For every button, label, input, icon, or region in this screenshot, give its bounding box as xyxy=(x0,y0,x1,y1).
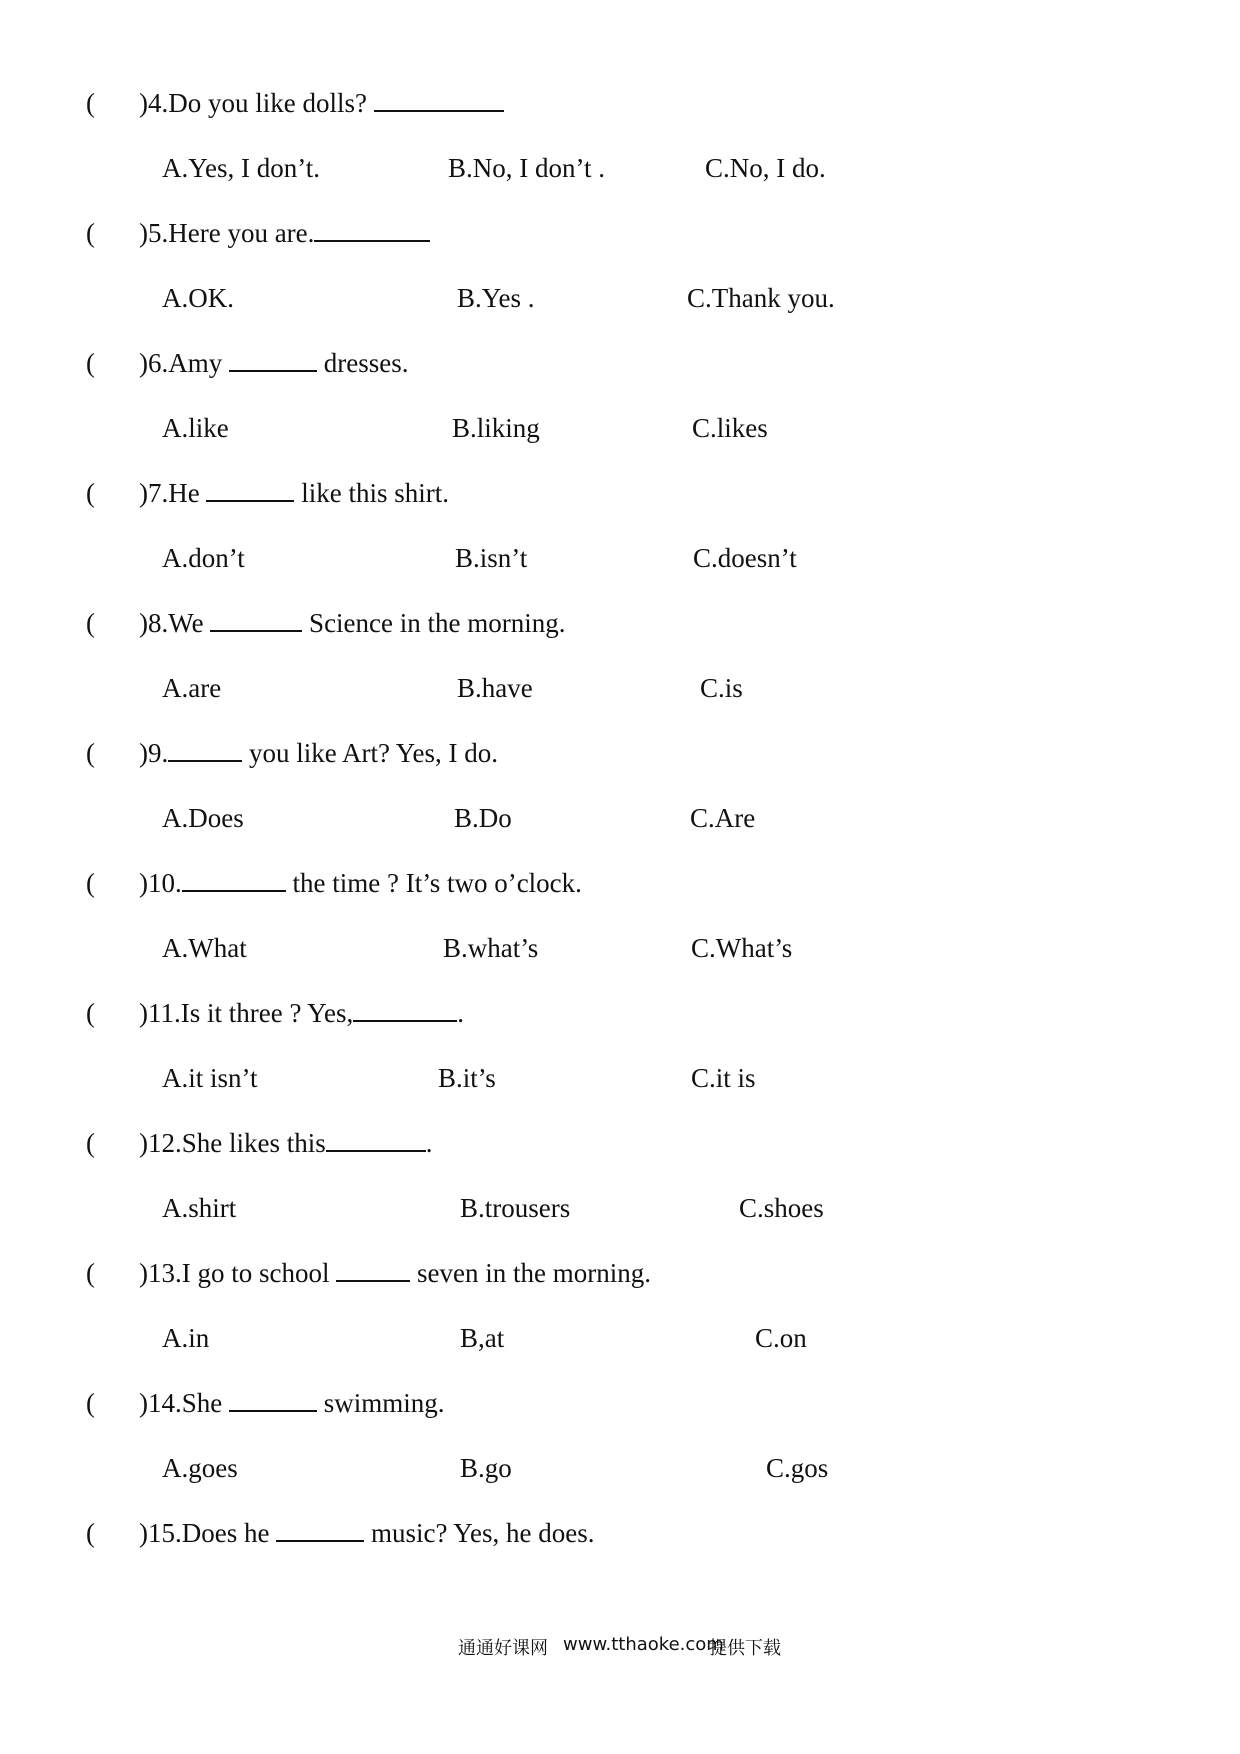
question-stem-start: )12.She likes this xyxy=(139,1128,326,1158)
option-c[interactable]: C.it is xyxy=(691,1063,756,1093)
answer-blank[interactable] xyxy=(229,1384,317,1412)
options-row xyxy=(0,798,1240,838)
options-row xyxy=(0,408,1240,448)
option-c[interactable]: C.What’s xyxy=(691,933,793,963)
question-stem-start: )13.I go to school xyxy=(139,1258,337,1288)
option-b[interactable]: B.go xyxy=(460,1453,512,1483)
question-text xyxy=(139,83,504,123)
question-text xyxy=(139,1383,445,1423)
question-stem-end: Science in the morning. xyxy=(302,608,566,638)
answer-paren[interactable]: ( xyxy=(86,1388,95,1418)
option-c[interactable]: C.shoes xyxy=(739,1193,824,1223)
question-text xyxy=(139,733,498,773)
options-row xyxy=(0,538,1240,578)
question-stem-start: )15.Does he xyxy=(139,1518,277,1548)
option-a[interactable]: A.don’t xyxy=(162,543,245,573)
answer-blank[interactable] xyxy=(276,1514,364,1542)
option-a[interactable]: A.OK. xyxy=(162,283,234,313)
answer-blank[interactable] xyxy=(374,84,504,112)
question-stem-end: . xyxy=(457,998,464,1028)
question-text xyxy=(139,863,582,903)
question-row xyxy=(0,1123,1240,1163)
option-c[interactable]: C.is xyxy=(700,673,743,703)
options-row xyxy=(0,668,1240,708)
option-b[interactable]: B.have xyxy=(457,673,533,703)
option-a[interactable]: A.in xyxy=(162,1323,210,1353)
answer-blank[interactable] xyxy=(326,1124,426,1152)
options-row xyxy=(0,148,1240,188)
footer-site-name: 通通好课网 xyxy=(458,1638,548,1659)
option-a[interactable]: A.What xyxy=(162,933,247,963)
option-c[interactable]: C.No, I do. xyxy=(705,153,826,183)
question-text xyxy=(139,473,449,513)
question-row xyxy=(0,863,1240,903)
option-c[interactable]: C.Thank you. xyxy=(687,283,835,313)
question-row xyxy=(0,473,1240,513)
answer-paren[interactable]: ( xyxy=(86,998,95,1028)
option-c[interactable]: C.gos xyxy=(766,1453,829,1483)
answer-blank[interactable] xyxy=(314,214,430,242)
question-stem-start: )9. xyxy=(139,738,169,768)
question-stem-start: )5.Here you are. xyxy=(139,218,315,248)
option-a[interactable]: A.shirt xyxy=(162,1193,237,1223)
question-row xyxy=(0,83,1240,123)
options-row xyxy=(0,278,1240,318)
answer-paren[interactable]: ( xyxy=(86,348,95,378)
option-b[interactable]: B.liking xyxy=(452,413,540,443)
question-text xyxy=(139,213,430,253)
answer-blank[interactable] xyxy=(168,734,242,762)
option-b[interactable]: B.No, I don’t . xyxy=(448,153,606,183)
option-b[interactable]: B.it’s xyxy=(438,1063,496,1093)
question-stem-start: )6.Amy xyxy=(139,348,229,378)
option-b[interactable]: B.Do xyxy=(454,803,512,833)
question-row xyxy=(0,213,1240,253)
answer-blank[interactable] xyxy=(353,994,457,1022)
question-stem-start: )8.We xyxy=(139,608,211,638)
answer-paren[interactable]: ( xyxy=(86,88,95,118)
question-row xyxy=(0,1513,1240,1553)
option-b[interactable]: B.trousers xyxy=(460,1193,571,1223)
question-stem-end: you like Art? Yes, I do. xyxy=(242,738,498,768)
question-row xyxy=(0,603,1240,643)
option-c[interactable]: C.likes xyxy=(692,413,768,443)
answer-blank[interactable] xyxy=(229,344,317,372)
question-stem-end: like this shirt. xyxy=(294,478,449,508)
answer-paren[interactable]: ( xyxy=(86,868,95,898)
answer-paren[interactable]: ( xyxy=(86,608,95,638)
answer-blank[interactable] xyxy=(182,864,286,892)
question-stem-start: )7.He xyxy=(139,478,207,508)
question-text xyxy=(139,343,408,383)
question-stem-end: dresses. xyxy=(317,348,409,378)
footer-url[interactable]: www.tthaoke.com xyxy=(563,1634,724,1655)
answer-paren[interactable]: ( xyxy=(86,1518,95,1548)
option-a[interactable]: A.goes xyxy=(162,1453,238,1483)
question-stem-end: the time ? It’s two o’clock. xyxy=(285,868,582,898)
question-text xyxy=(139,993,464,1033)
question-stem-start: )14.She xyxy=(139,1388,229,1418)
answer-blank[interactable] xyxy=(210,604,302,632)
answer-paren[interactable]: ( xyxy=(86,218,95,248)
question-text xyxy=(139,603,565,643)
option-a[interactable]: A.like xyxy=(162,413,229,443)
question-stem-end: . xyxy=(425,1128,433,1158)
question-stem-start: )11.Is it three ? Yes, xyxy=(139,998,354,1028)
question-row xyxy=(0,733,1240,773)
option-a[interactable]: A.it isn’t xyxy=(162,1063,258,1093)
question-stem-end: swimming. xyxy=(317,1388,445,1418)
question-row xyxy=(0,993,1240,1033)
option-b[interactable]: B,at xyxy=(460,1323,505,1353)
option-c[interactable]: C.on xyxy=(755,1323,807,1353)
options-row xyxy=(0,1318,1240,1358)
answer-paren[interactable]: ( xyxy=(86,478,95,508)
options-row xyxy=(0,1448,1240,1488)
option-b[interactable]: B.isn’t xyxy=(455,543,528,573)
answer-paren[interactable]: ( xyxy=(86,738,95,768)
question-text xyxy=(139,1513,594,1553)
question-stem-start: )4.Do you like dolls? xyxy=(139,88,374,118)
option-c[interactable]: C.Are xyxy=(690,803,756,833)
answer-paren[interactable]: ( xyxy=(86,1128,95,1158)
answer-blank[interactable] xyxy=(336,1254,410,1282)
options-row xyxy=(0,1058,1240,1098)
option-a[interactable]: A.are xyxy=(162,673,222,703)
footer-tagline: 提供下载 xyxy=(709,1638,781,1659)
option-a[interactable]: A.Yes, I don’t. xyxy=(162,153,321,183)
options-row xyxy=(0,1188,1240,1228)
question-row xyxy=(0,1383,1240,1423)
options-row xyxy=(0,928,1240,968)
answer-paren[interactable]: ( xyxy=(86,1258,95,1288)
option-b[interactable]: B.Yes . xyxy=(457,283,535,313)
question-stem-end: music? Yes, he does. xyxy=(364,1518,595,1548)
question-stem-start: )10. xyxy=(139,868,182,898)
option-c[interactable]: C.doesn’t xyxy=(693,543,797,573)
answer-blank[interactable] xyxy=(206,474,294,502)
question-text xyxy=(139,1253,651,1293)
question-row xyxy=(0,343,1240,383)
option-a[interactable]: A.Does xyxy=(162,803,244,833)
option-b[interactable]: B.what’s xyxy=(443,933,539,963)
question-stem-end: seven in the morning. xyxy=(410,1258,651,1288)
question-text xyxy=(139,1123,433,1163)
question-row xyxy=(0,1253,1240,1293)
